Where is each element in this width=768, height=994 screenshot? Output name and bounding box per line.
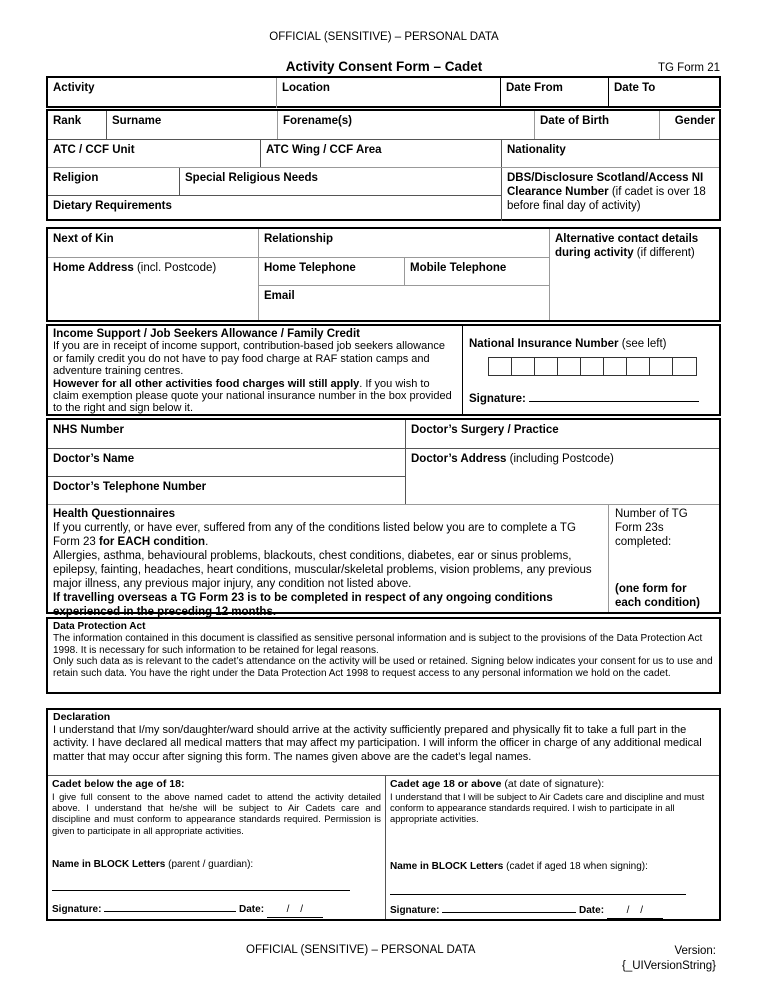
- alt-contact-field[interactable]: [550, 229, 719, 320]
- over18-consent: [386, 776, 719, 919]
- health-line1-bold: for EACH condition: [99, 536, 206, 548]
- alt-contact-label: Alternative contact details during activity: [555, 233, 699, 259]
- under18-consent: [48, 776, 385, 919]
- health-heading: Health Questionnaires: [53, 508, 176, 520]
- dietary-field[interactable]: [48, 196, 501, 220]
- personal-details-section: [46, 109, 721, 221]
- dob-field[interactable]: [535, 111, 659, 139]
- income-para2: . If you wish to claim exemption please quote your national insurance number in the box provided to the right and sign below it.: [53, 377, 452, 415]
- mobile-tel-field[interactable]: [405, 258, 549, 285]
- under18-name-input[interactable]: [52, 883, 350, 891]
- email-field[interactable]: [259, 286, 549, 320]
- form-number: TG Form 21: [658, 62, 720, 74]
- home-tel-field[interactable]: [259, 258, 404, 285]
- location-label: Location: [282, 82, 330, 94]
- doctor-name-field[interactable]: [48, 449, 405, 476]
- health-questionnaire: Health Questionnaires If you currently, or have ever, suffered from any of the conditions listed below you are to complete a TG Form 23 for EACH condition. Allergies, asthma, behavioural problems, blackouts, chest conditions, diabetes, ear or sinus problems, epilepsy, fainting, headaches, heart conditions, muscular/skeletal problems, vision problems, any previous major illness, any previous major injury, any condition not listed above. If travelling overseas a TG Form 23 is to be completed in respect of any ongoing conditions experienced in the preceding 12 months.: [48, 505, 608, 612]
- gender-field[interactable]: [660, 111, 720, 139]
- under18-text: I give full consent to the above named cadet to attend the activity detailed above. I understand that he/she will be subject to Air Cadets care and discipline and must conform to appearance standards required. Permission is given to participate in all appropriate activities.: [52, 791, 381, 836]
- declaration-text: I understand that I/my son/daughter/ward should arrive at the activity sufficiently prepared and physically fit to take a full part in the activity. I have declared all medical matters that may affect my participation. I will inform the officer in charge of any additional medical matter that may occur after signing this form. The names given above are the cadet’s legal names.: [53, 724, 702, 763]
- surgery-field[interactable]: [406, 420, 719, 448]
- relationship-label: Relationship: [264, 233, 334, 245]
- doctor-tel-field[interactable]: [48, 477, 405, 504]
- surgery-label: Doctor’s Surgery / Practice: [411, 424, 559, 436]
- ni-signature-label: Signature:: [469, 393, 526, 405]
- doctor-tel-label: Doctor’s Telephone Number: [53, 481, 207, 493]
- nationality-label: Nationality: [507, 144, 566, 156]
- ni-digit-6[interactable]: [604, 358, 627, 375]
- email-label: Email: [264, 290, 295, 302]
- dbs-field[interactable]: [502, 168, 719, 220]
- home-address-field[interactable]: [48, 258, 258, 320]
- rank-label: Rank: [53, 115, 82, 127]
- location-field[interactable]: [277, 78, 500, 106]
- dob-label: Date of Birth: [540, 115, 609, 127]
- ni-digit-4[interactable]: [558, 358, 581, 375]
- ni-number-input[interactable]: [488, 357, 697, 376]
- version-info: [622, 944, 716, 974]
- under18-heading: Cadet below the age of 18:: [52, 778, 185, 790]
- ni-digit-5[interactable]: [581, 358, 604, 375]
- home-address-note: (incl. Postcode): [133, 262, 217, 274]
- under18-name-label: Name in BLOCK Letters: [52, 859, 166, 870]
- medical-section: [46, 418, 721, 618]
- special-religious-field[interactable]: [180, 168, 501, 195]
- relationship-field[interactable]: [259, 229, 549, 257]
- declaration-text-block: [48, 710, 719, 765]
- dietary-label: Dietary Requirements: [53, 200, 172, 212]
- under18-date-label: Date:: [239, 904, 265, 915]
- doctor-address-field[interactable]: [406, 449, 719, 504]
- ni-label: National Insurance Number: [469, 338, 619, 350]
- ni-signature-line[interactable]: [529, 392, 699, 402]
- classification-footer: OFFICIAL (SENSITIVE) – PERSONAL DATA: [246, 944, 476, 956]
- forenames-field[interactable]: [278, 111, 534, 139]
- over18-heading-note: (at date of signature):: [501, 778, 605, 790]
- wing-label: ATC Wing / CCF Area: [266, 144, 382, 156]
- wing-field[interactable]: [261, 140, 501, 167]
- activity-field[interactable]: [48, 78, 276, 106]
- forenames-label: Forename(s): [283, 115, 353, 127]
- version-value: {_UIVersionString}: [622, 960, 716, 972]
- health-conditions: Allergies, asthma, behavioural problems, blackouts, chest conditions, diabetes, ear or sinus problems, epilepsy, fainting, headaches, heart conditions, muscular/skeletal problems, vision problems, any previous major illness, any previous major injury, any condition not listed above.: [53, 550, 592, 590]
- activity-label: Activity: [53, 82, 95, 94]
- gender-label: Gender: [674, 115, 715, 127]
- over18-name-label: Name in BLOCK Letters: [390, 861, 504, 872]
- dbs-note: (if cadet is over 18 before final day of activity): [507, 186, 706, 212]
- over18-heading: Cadet age 18 or above: [390, 778, 502, 790]
- form-title: Activity Consent Form – Cadet: [285, 59, 483, 74]
- special-religious-label: Special Religious Needs: [185, 172, 318, 184]
- surname-field[interactable]: [107, 111, 277, 139]
- nhs-field[interactable]: [48, 420, 405, 448]
- ni-digit-1[interactable]: [489, 358, 512, 375]
- next-of-kin-label: Next of Kin: [53, 233, 114, 245]
- under18-signature-input[interactable]: [104, 903, 236, 912]
- health-overseas: If travelling overseas a TG Form 23 is to be completed in respect of any ongoing conditions experienced in the preceding 12 months.: [53, 592, 553, 618]
- form23-count-note: (one form for each condition): [615, 583, 700, 609]
- ni-signature: [464, 389, 719, 409]
- activity-section: [46, 76, 721, 108]
- nationality-field[interactable]: [502, 140, 719, 167]
- date-to-label: Date To: [614, 82, 656, 94]
- over18-signature-input[interactable]: [442, 904, 576, 913]
- ni-digit-3[interactable]: [535, 358, 558, 375]
- over18-date-label: Date:: [579, 905, 605, 916]
- doctor-name-label: Doctor’s Name: [53, 453, 135, 465]
- alt-contact-note: (if different): [633, 247, 695, 259]
- ni-label-cell: [464, 334, 719, 354]
- ni-digit-8[interactable]: [650, 358, 673, 375]
- religion-label: Religion: [53, 172, 99, 184]
- date-to-field[interactable]: [609, 78, 719, 106]
- declaration-heading: Declaration: [53, 711, 111, 723]
- declaration-section: [46, 708, 721, 921]
- contact-section: [46, 227, 721, 322]
- home-address-label: Home Address: [53, 262, 134, 274]
- next-of-kin-field[interactable]: [48, 229, 258, 257]
- income-heading: Income Support / Job Seekers Allowance / Family Credit: [53, 328, 360, 340]
- over18-text: I understand that I will be subject to Air Cadets care and discipline and must conform to appearance standards required. I wish to participate in all appropriate activities.: [390, 791, 705, 825]
- over18-signature-label: Signature:: [390, 905, 440, 916]
- data-protection-text: [48, 619, 719, 682]
- over18-name-input[interactable]: [390, 887, 686, 895]
- under18-date-input[interactable]: / /: [267, 903, 323, 918]
- income-support-section: [46, 324, 721, 416]
- unit-field[interactable]: [48, 140, 260, 167]
- classification-header: OFFICIAL (SENSITIVE) – PERSONAL DATA: [269, 31, 499, 43]
- data-protection-para1: The information contained in this document is classified as sensitive personal information and is subject to the provisions of the Data Protection Act 1998. It is necessary for such information to be retained for legal reasons.: [53, 632, 703, 656]
- religion-field[interactable]: [48, 168, 179, 195]
- income-para1: If you are in receipt of income support, contribution-based job seekers allowance or family credit you do not have to pay food charge at RAF station camps and adventure training centres.: [53, 340, 445, 378]
- data-protection-para2: Only such data as is relevant to the cadet’s attendance on the activity will be used or retained. Signing below indicates your consent for us to use and retain such data. You have the right under the Data Protection Act 1998 to request access to any personal information we hold on the cadet.: [53, 656, 713, 680]
- mobile-tel-label: Mobile Telephone: [410, 262, 507, 274]
- unit-label: ATC / CCF Unit: [53, 144, 135, 156]
- surname-label: Surname: [112, 115, 162, 127]
- under18-signature-label: Signature:: [52, 904, 102, 915]
- dbs-label: DBS/Disclosure Scotland/Access NI Clearance Number: [507, 172, 704, 198]
- rank-field[interactable]: [48, 111, 106, 139]
- health-line1: If you currently, or have ever, suffered from any of the conditions listed below you are to complete a TG Form 23: [53, 522, 576, 548]
- home-tel-label: Home Telephone: [264, 262, 356, 274]
- ni-digit-9[interactable]: [673, 358, 696, 375]
- doctor-address-note: (including Postcode): [506, 453, 614, 465]
- under18-name-note: (parent / guardian):: [165, 859, 254, 870]
- date-from-label: Date From: [506, 82, 563, 94]
- data-protection-section: [46, 617, 721, 694]
- form23-count-field[interactable]: [609, 505, 719, 612]
- ni-digit-7[interactable]: [627, 358, 650, 375]
- version-label: Version:: [674, 945, 716, 957]
- income-para2-bold: However for all other activities food charges will still apply: [53, 377, 360, 390]
- income-info: [48, 326, 462, 414]
- ni-label-note: (see left): [618, 338, 667, 350]
- form23-count-label: Number of TG Form 23s completed:: [615, 508, 688, 548]
- over18-date-input[interactable]: / /: [607, 904, 663, 919]
- data-protection-heading: Data Protection Act: [53, 621, 146, 632]
- doctor-address-label: Doctor’s Address: [411, 453, 507, 465]
- ni-digit-2[interactable]: [512, 358, 535, 375]
- nhs-label: NHS Number: [53, 424, 124, 436]
- date-from-field[interactable]: [501, 78, 608, 106]
- over18-name-note: (cadet if aged 18 when signing):: [503, 861, 648, 872]
